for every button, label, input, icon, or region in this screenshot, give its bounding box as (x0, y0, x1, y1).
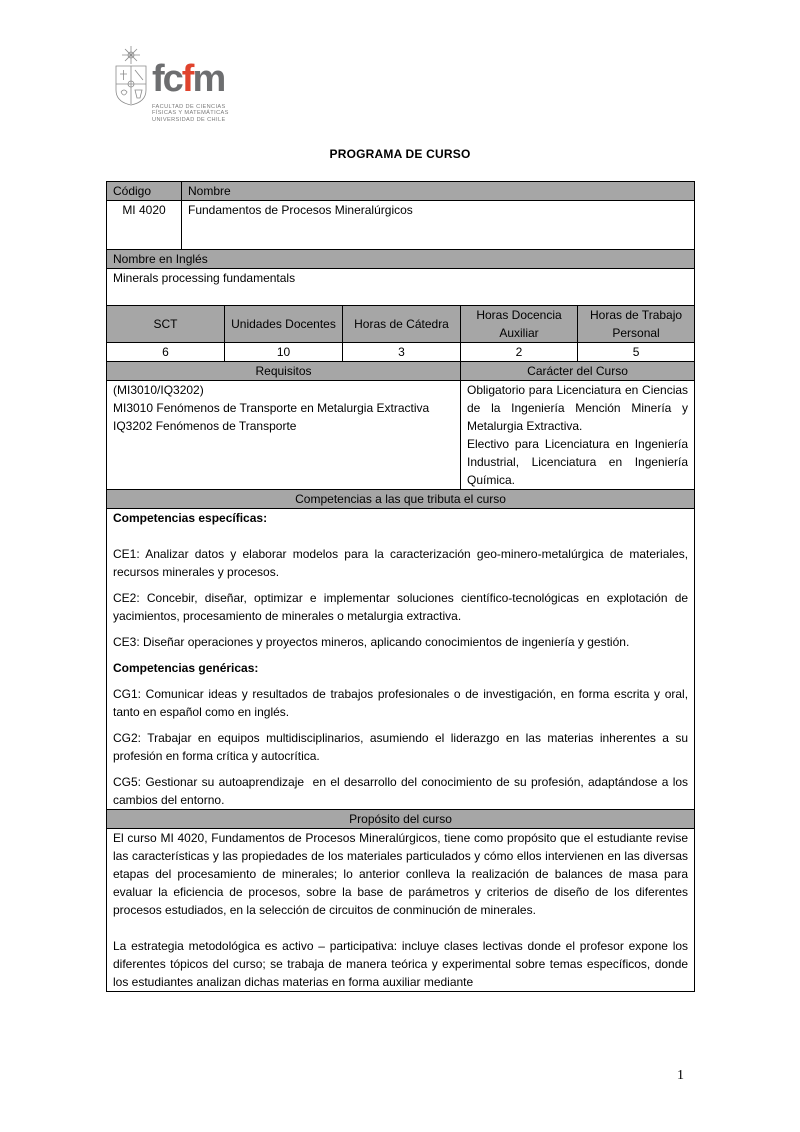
purpose-paragraph: El curso MI 4020, Fundamentos de Procesos Mineralúrgicos, tiene como propósito que el estudiante revise las características y las propiedades de los materiales particulados y cómo ellos intervienen en las diversas etapas del procesamiento de minerales; lo anterior conlleva la realización de balances de masa para evaluar la eficiencia de procesos, sobre la base de parámetros y criterios de diseño de los diferentes procesos estudiados, en la selección de circuitos de conminución de minerales. (113, 831, 689, 917)
character-label: Carácter del Curso (461, 362, 695, 381)
requirements-content (107, 381, 461, 490)
competency-cg1: CG1: Comunicar ideas y resultados de trabajos profesionales o de investigación, en forma escrita y oral, tanto en español como en inglés. (113, 687, 689, 719)
hours-header-lecture: Horas de Cátedra (343, 306, 461, 343)
character-content (461, 381, 695, 490)
english-name: Minerals processing fundamentals (107, 269, 695, 306)
hours-value-lecture: 3 (343, 343, 461, 362)
requirements-header-row (107, 362, 695, 381)
english-name-row (107, 269, 695, 306)
fcfm-logo (112, 46, 242, 130)
competencies-label: Competencias a las que tributa el curso (107, 490, 695, 509)
hours-header-sct: SCT (107, 306, 225, 343)
requirements-row (107, 381, 695, 490)
purpose-label: Propósito del curso (107, 810, 695, 829)
university-crest-icon (112, 46, 150, 106)
hours-header-auxiliary: Horas Docencia Auxiliar (461, 306, 578, 343)
hours-values-row (107, 343, 695, 362)
hours-value-auxiliary: 2 (461, 343, 578, 362)
character-line: Electivo para Licenciatura en Ingeniería Industrial, Licenciatura en Ingeniería Química. (467, 437, 689, 487)
hours-value-personal: 5 (578, 343, 695, 362)
requirement-line: (MI3010/IQ3202) (113, 383, 204, 397)
generic-competencies-heading: Competencias genéricas: (113, 661, 259, 675)
name-label: Nombre (182, 182, 695, 201)
english-name-label: Nombre en Inglés (107, 250, 695, 269)
requirements-label: Requisitos (107, 362, 461, 381)
page-number: 1 (677, 1068, 684, 1083)
hours-value-sct: 6 (107, 343, 225, 362)
competencies-header-row (107, 490, 695, 509)
hours-value-units: 10 (225, 343, 343, 362)
hours-header-row (107, 306, 695, 343)
hours-header-personal: Horas de Trabajo Personal (578, 306, 695, 343)
faculty-name: FACULTAD DE CIENCIAS FÍSICAS Y MATEMÁTICAS UNIVERSIDAD DE CHILE (152, 104, 229, 123)
competencies-content (107, 509, 695, 810)
course-code: MI 4020 (107, 201, 182, 250)
purpose-paragraph: La estrategia metodológica es activo – participativa: incluye clases lectivas donde el profesor expone los diferentes tópicos del curso; se trabaja de manera teórica y experimental sobre temas específicos, donde los estudiantes analizan dichas materias en forma auxiliar mediante (113, 939, 689, 989)
competency-ce2: CE2: Concebir, diseñar, optimizar e implementar soluciones científico-tecnológicas en explotación de yacimientos, procesamiento de minerales o metalurgia extractiva. (113, 591, 689, 623)
specific-competencies-heading: Competencias específicas: (113, 511, 268, 525)
hours-header-units: Unidades Docentes (225, 306, 343, 343)
course-name: Fundamentos de Procesos Mineralúrgicos (182, 201, 695, 250)
english-name-header-row (107, 250, 695, 269)
competency-ce1: CE1: Analizar datos y elaborar modelos para la caracterización geo-minero-metalúrgica de materiales, recursos minerales y procesos. (113, 547, 689, 579)
competency-cg2: CG2: Trabajar en equipos multidisciplinarios, asumiendo el liderazgo en las materias inherentes a su profesión en forma crítica y autocrítica. (113, 731, 689, 763)
course-program-table (106, 181, 695, 992)
purpose-content (107, 829, 695, 992)
document-title: PROGRAMA DE CURSO (329, 147, 471, 161)
competency-ce3: CE3: Diseñar operaciones y proyectos mineros, aplicando conocimientos de ingeniería y gestión. (113, 635, 630, 649)
competencies-row (107, 509, 695, 810)
requirement-line: IQ3202 Fenómenos de Transporte (113, 419, 297, 433)
purpose-header-row (107, 810, 695, 829)
code-name-header-row (107, 182, 695, 201)
requirement-line: MI3010 Fenómenos de Transporte en Metalurgia Extractiva (113, 401, 430, 415)
code-label: Código (107, 182, 182, 201)
character-line: Obligatorio para Licenciatura en Ciencias de la Ingeniería Mención Minería y Metalurgia Extractiva. (467, 383, 689, 433)
fcfm-wordmark: fcfm (152, 58, 225, 100)
purpose-row (107, 829, 695, 992)
competency-cg5: CG5: Gestionar su autoaprendizaje en el desarrollo del conocimiento de su profesión, adaptándose a los cambios del entorno. (113, 775, 692, 807)
code-name-row (107, 201, 695, 250)
